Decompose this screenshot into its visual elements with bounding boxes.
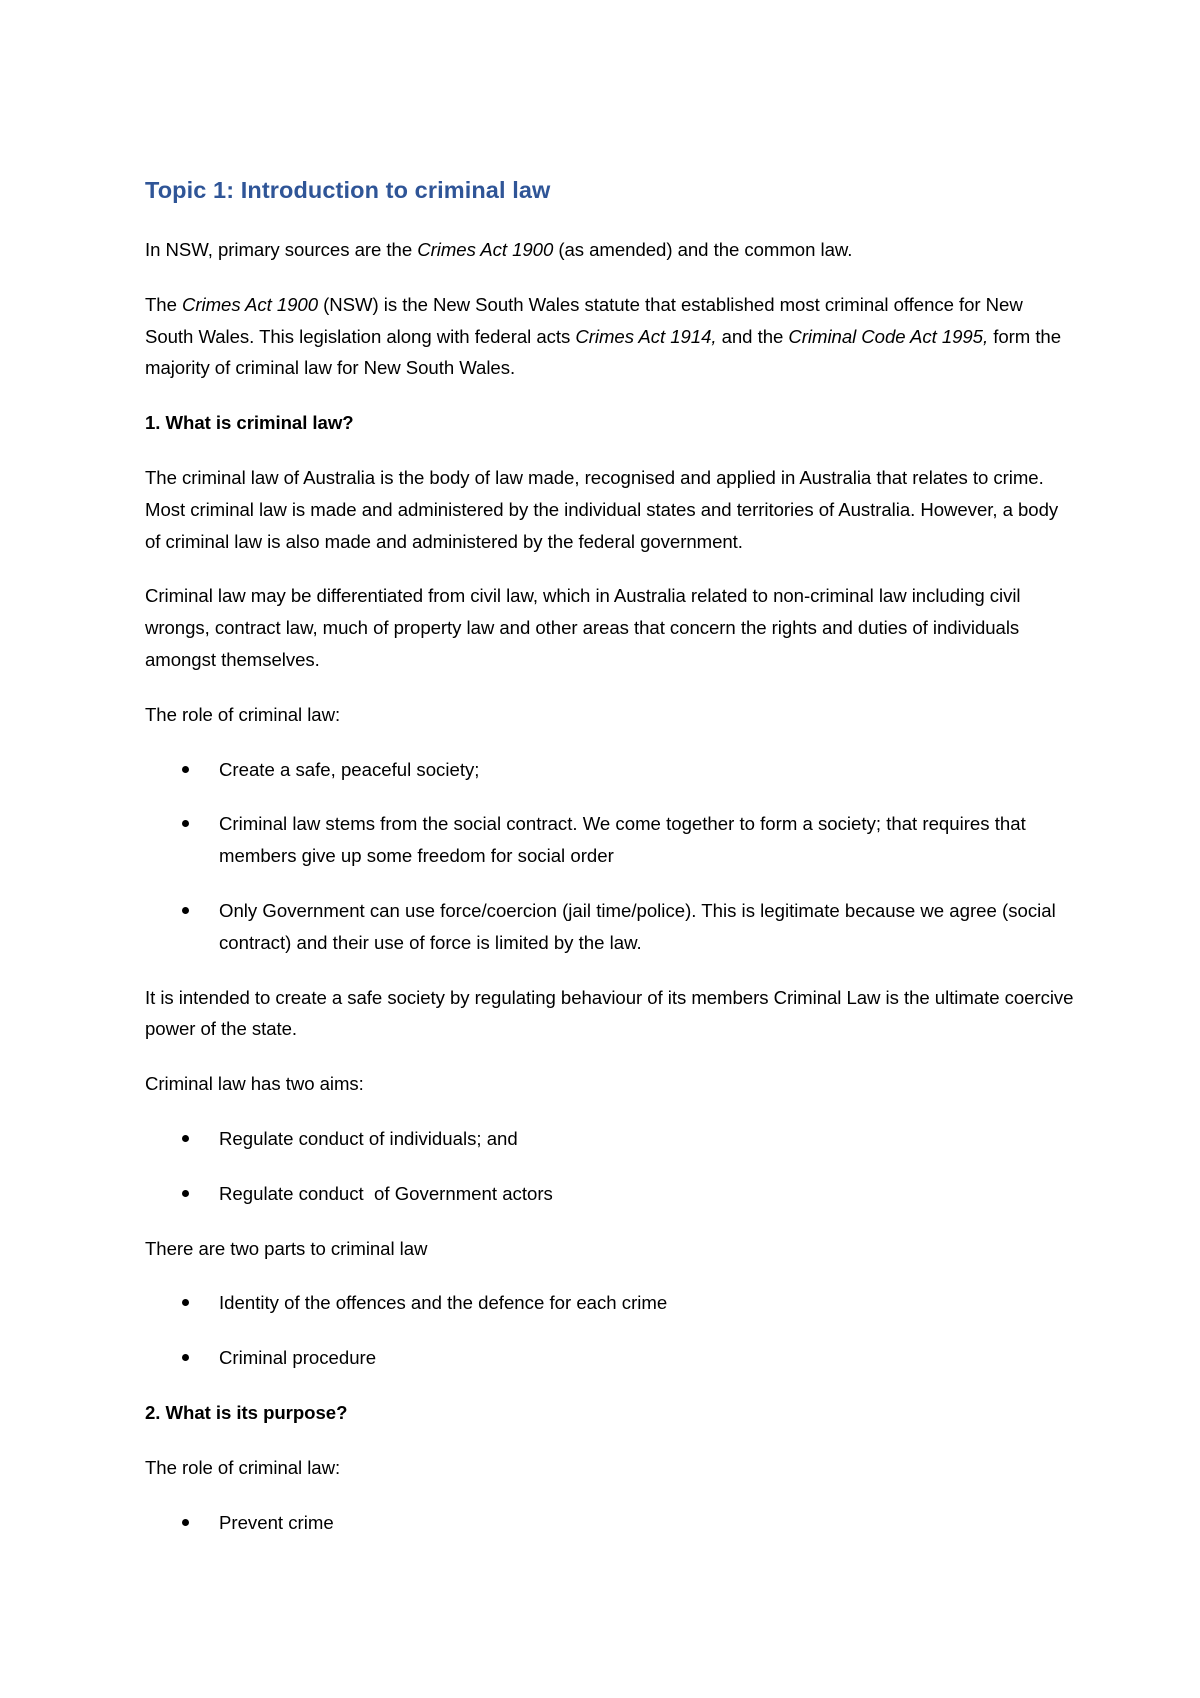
list-item-text: Regulate conduct of Government actors bbox=[219, 1182, 553, 1204]
role-list bbox=[145, 754, 1075, 959]
role-intro-paragraph: The role of criminal law: bbox=[145, 703, 341, 725]
intro-paragraph bbox=[145, 234, 1075, 266]
role-intro-paragraph-2: The role of criminal law: bbox=[145, 1456, 341, 1478]
civil-law-paragraph: Criminal law may be differentiated from civil law, which in Australia related to non-criminal law including civil wrongs, contract law, much of property law and other areas that concern the rights and duties of individuals amongst themselves. bbox=[145, 585, 1021, 670]
bullet-icon bbox=[182, 766, 189, 773]
list-item bbox=[145, 1287, 1075, 1319]
intro-text-end: (as amended) and the common law. bbox=[553, 239, 853, 260]
list-item bbox=[145, 1342, 1075, 1374]
bullet-icon bbox=[182, 1299, 189, 1306]
intro-text-start: In NSW, primary sources are the bbox=[145, 239, 418, 260]
list-item-text: Only Government can use force/coercion (jail time/police). This is legitimate because we agree (social contract) and their use of force is limited by the law. bbox=[219, 899, 1056, 953]
criminal-code-act-title: Criminal Code Act 1995, bbox=[788, 325, 989, 347]
bullet-icon bbox=[182, 820, 189, 827]
list-item-text: Criminal law stems from the social contract. We come together to form a society; that requires that members give up some freedom for social order bbox=[219, 813, 1026, 867]
document-body bbox=[145, 170, 1075, 1561]
list-item bbox=[145, 895, 1075, 959]
bullet-icon bbox=[182, 1519, 189, 1526]
parts-intro-paragraph: There are two parts to criminal law bbox=[145, 1237, 428, 1259]
list-item bbox=[145, 754, 1075, 786]
crimes-act-text-2: (NSW) is the New South Wales statute that established most criminal offence for New South Wales. This legislation along with federal acts bbox=[145, 293, 1023, 347]
list-item-text: Identity of the offences and the defence for each crime bbox=[219, 1292, 668, 1314]
list-item bbox=[145, 1123, 1075, 1155]
aims-list bbox=[145, 1123, 1075, 1210]
intro-act-title: Crimes Act 1900 bbox=[417, 239, 554, 260]
safe-society-paragraph: It is intended to create a safe society by regulating behaviour of its members Criminal Law is the ultimate coercive power of the state. bbox=[145, 986, 1074, 1040]
list-item-text: Prevent crime bbox=[219, 1511, 334, 1533]
section-heading-1: 1. What is criminal law? bbox=[145, 412, 354, 434]
crimes-act-text-1: The bbox=[145, 293, 183, 315]
crimes-act-title-1914: Crimes Act 1914, bbox=[575, 325, 717, 347]
list-item-text: Create a safe, peaceful society; bbox=[219, 758, 480, 780]
list-item-text: Regulate conduct of individuals; and bbox=[219, 1127, 518, 1149]
definition-paragraph: The criminal law of Australia is the body of law made, recognised and applied in Australia that relates to crime. Most criminal law is made and administered by the individual states and territories of Australia. However, a body of criminal law is also made and administered by the federal government. bbox=[145, 466, 1059, 552]
list-item-text: Criminal procedure bbox=[219, 1347, 377, 1369]
crimes-act-text-3: and the bbox=[716, 325, 789, 347]
page-title: Topic 1: Introduction to criminal law bbox=[145, 177, 551, 203]
bullet-icon bbox=[182, 1190, 189, 1197]
list-item bbox=[145, 1507, 1075, 1539]
bullet-icon bbox=[182, 1354, 189, 1361]
crimes-act-paragraph bbox=[145, 289, 1075, 384]
aims-intro-paragraph: Criminal law has two aims: bbox=[145, 1073, 364, 1095]
list-item bbox=[145, 808, 1075, 872]
bullet-icon bbox=[182, 1135, 189, 1142]
crimes-act-text-4: form the majority of criminal law for New South Wales. bbox=[145, 325, 1062, 379]
bullet-icon bbox=[182, 907, 189, 914]
list-item bbox=[145, 1178, 1075, 1210]
parts-list bbox=[145, 1287, 1075, 1374]
crimes-act-title-1900: Crimes Act 1900 bbox=[182, 293, 319, 315]
purpose-list bbox=[145, 1507, 1075, 1539]
section-heading-2: 2. What is its purpose? bbox=[145, 1401, 348, 1423]
